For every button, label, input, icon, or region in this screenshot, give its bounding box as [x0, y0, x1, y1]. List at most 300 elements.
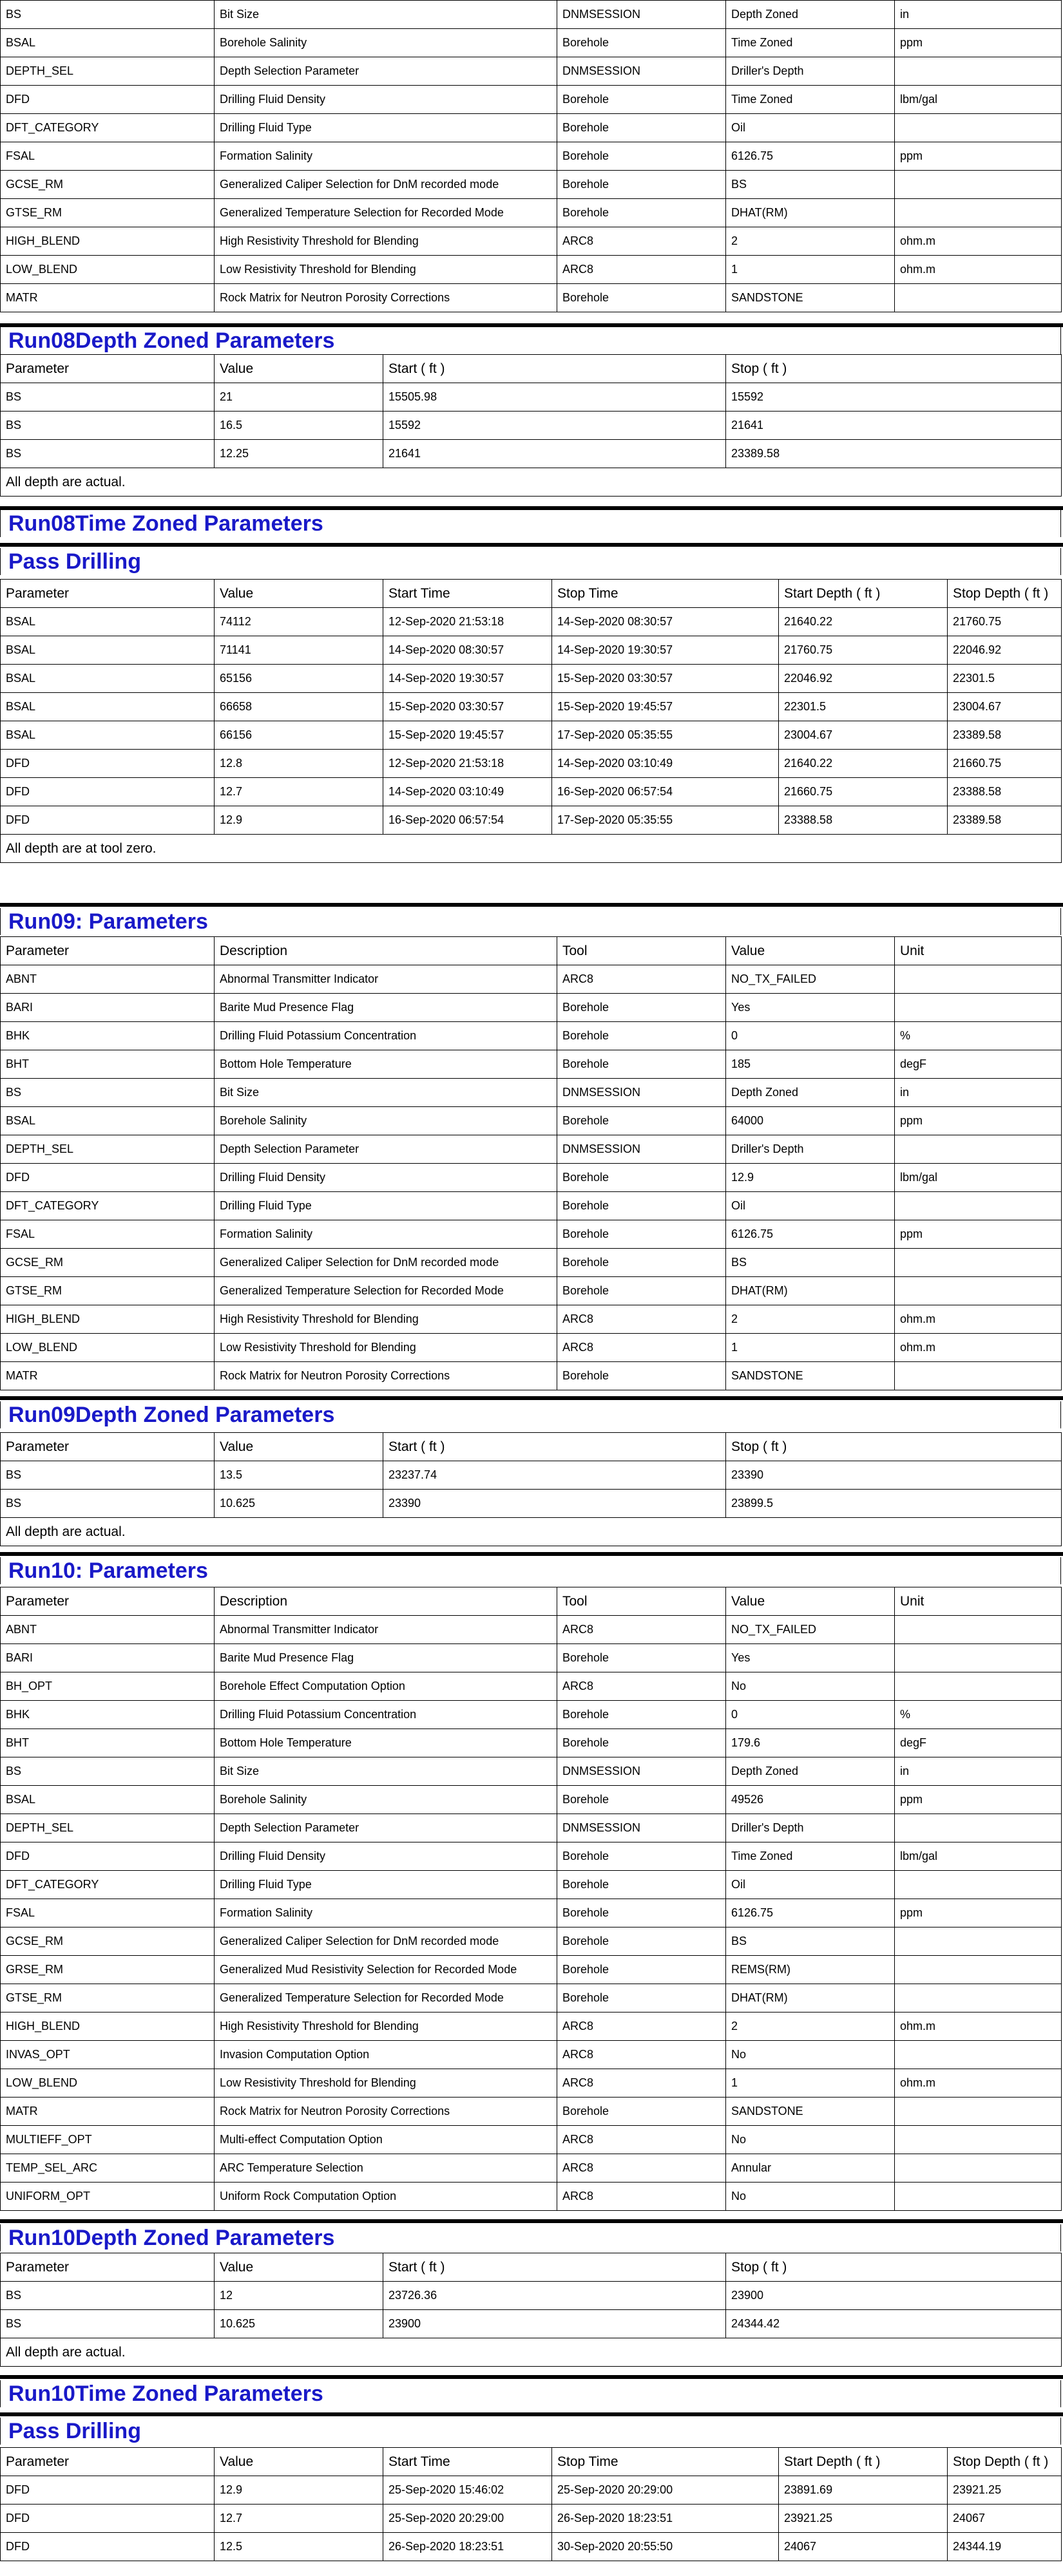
table-cell: 23899.5: [726, 1490, 1062, 1518]
column-header: Value: [215, 355, 383, 383]
table-row: [1, 1050, 1062, 1079]
table-cell: GTSE_RM: [1, 1277, 215, 1305]
table-cell: Generalized Temperature Selection for Recorded Mode: [215, 199, 557, 227]
table-row: [1, 1644, 1062, 1672]
table-cell: Drilling Fluid Type: [215, 1192, 557, 1220]
table-cell: Formation Salinity: [215, 1899, 557, 1927]
table-cell: 23900: [726, 2282, 1062, 2310]
run08-depth-zoned-table: [0, 354, 1062, 497]
table-cell: BSAL: [1, 29, 215, 57]
table-row: [1, 199, 1062, 227]
table-cell: Drilling Fluid Potassium Concentration: [215, 1701, 557, 1729]
table-cell: ARC8: [557, 2154, 726, 2183]
table-row: [1, 2069, 1062, 2098]
table-cell: 6126.75: [726, 1220, 895, 1249]
table-row: [1, 721, 1062, 750]
table-row: [1, 412, 1062, 440]
column-header: Start Time: [383, 580, 552, 608]
table-cell: 2: [726, 1305, 895, 1334]
column-header: Value: [215, 2253, 383, 2282]
table-cell: Borehole: [557, 1786, 726, 1814]
table-cell: BARI: [1, 1644, 215, 1672]
table-cell: Oil: [726, 1192, 895, 1220]
table-cell: Low Resistivity Threshold for Blending: [215, 1334, 557, 1362]
table-cell: Borehole: [557, 2098, 726, 2126]
table-cell: 14-Sep-2020 03:10:49: [383, 778, 552, 806]
column-header: Parameter: [1, 1587, 215, 1616]
table-cell: Low Resistivity Threshold for Blending: [215, 256, 557, 284]
table-cell: 23900: [383, 2310, 726, 2338]
column-header: Stop ( ft ): [726, 1433, 1062, 1461]
table-cell: 25-Sep-2020 20:29:00: [383, 2505, 552, 2533]
run10-parameters-title: Run10: Parameters: [0, 1557, 1061, 1584]
table-row: [1, 1956, 1062, 1984]
section-divider: [0, 903, 1063, 907]
table-row: [1, 1107, 1062, 1135]
table-cell: Depth Zoned: [726, 1757, 895, 1786]
table-cell: DHAT(RM): [726, 199, 895, 227]
table-cell: ARC8: [557, 2183, 726, 2211]
table-cell: Oil: [726, 114, 895, 142]
table-cell: DFD: [1, 2505, 215, 2533]
table-cell: [895, 284, 1062, 312]
table-cell: 16-Sep-2020 06:57:54: [383, 806, 552, 835]
table-cell: 15505.98: [383, 383, 726, 412]
column-header: Description: [215, 937, 557, 965]
run10-depth-zoned-table: [0, 2253, 1062, 2367]
table-cell: 15592: [383, 412, 726, 440]
table-cell: 12.25: [215, 440, 383, 468]
table-cell: ARC8: [557, 1672, 726, 1701]
column-header: Parameter: [1, 2448, 215, 2476]
table-cell: Borehole: [557, 1362, 726, 1390]
table-cell: Time Zoned: [726, 86, 895, 114]
table-cell: Borehole: [557, 1956, 726, 1984]
table-cell: Borehole: [557, 1107, 726, 1135]
table-cell: Borehole Salinity: [215, 1107, 557, 1135]
run10-parameters-table: [0, 1587, 1062, 2211]
table-cell: Borehole: [557, 1871, 726, 1899]
table-cell: REMS(RM): [726, 1956, 895, 1984]
table-cell: BSAL: [1, 1786, 215, 1814]
run09-depth-zoned-title: Run09Depth Zoned Parameters: [0, 1401, 1061, 1428]
table-cell: Multi-effect Computation Option: [215, 2126, 557, 2154]
table-cell: [895, 2154, 1062, 2183]
run10-time-zoned-table: [0, 2447, 1062, 2561]
table-cell: ohm.m: [895, 2069, 1062, 2098]
table-cell: GTSE_RM: [1, 199, 215, 227]
table-cell: 74112: [215, 608, 383, 636]
column-header: Stop Depth ( ft ): [948, 2448, 1062, 2476]
table-cell: 23389.58: [726, 440, 1062, 468]
table-cell: 23389.58: [948, 721, 1062, 750]
table-cell: ohm.m: [895, 1305, 1062, 1334]
table-cell: [895, 114, 1062, 142]
table-cell: 15-Sep-2020 19:45:57: [552, 693, 779, 721]
table-cell: Borehole: [557, 1644, 726, 1672]
column-header: Stop Depth ( ft ): [948, 580, 1062, 608]
table-row: [1, 1461, 1062, 1490]
table-cell: Borehole: [557, 284, 726, 312]
run10-pass-drilling-title: Pass Drilling: [0, 2418, 1061, 2445]
table-cell: BHK: [1, 1022, 215, 1050]
table-note-row: [1, 2338, 1062, 2367]
table-cell: BSAL: [1, 665, 215, 693]
table-cell: 22046.92: [948, 636, 1062, 665]
table-cell: ARC8: [557, 2126, 726, 2154]
table-note-row: [1, 1518, 1062, 1546]
table-cell: Borehole Effect Computation Option: [215, 1672, 557, 1701]
table-row: [1, 2154, 1062, 2183]
table-cell: NO_TX_FAILED: [726, 965, 895, 994]
table-cell: Barite Mud Presence Flag: [215, 994, 557, 1022]
table-cell: UNIFORM_OPT: [1, 2183, 215, 2211]
table-cell: 64000: [726, 1107, 895, 1135]
column-header: Parameter: [1, 937, 215, 965]
table-cell: No: [726, 2041, 895, 2069]
table-row: [1, 1729, 1062, 1757]
table-cell: Yes: [726, 1644, 895, 1672]
table-cell: Borehole Salinity: [215, 29, 557, 57]
table-cell: DNMSESSION: [557, 1757, 726, 1786]
table-cell: 22301.5: [779, 693, 948, 721]
table-row: [1, 1164, 1062, 1192]
table-row: [1, 1079, 1062, 1107]
table-cell: Invasion Computation Option: [215, 2041, 557, 2069]
table-cell: 24067: [779, 2533, 948, 2561]
table-row: [1, 2282, 1062, 2310]
table-row: [1, 1, 1062, 29]
table-cell: 12.9: [215, 2476, 383, 2505]
table-header-row: [1, 2253, 1062, 2282]
section-divider: [0, 1552, 1063, 1556]
table-row: [1, 440, 1062, 468]
table-header-row: [1, 937, 1062, 965]
table-cell: 23390: [726, 1461, 1062, 1490]
table-cell: DNMSESSION: [557, 57, 726, 86]
table-cell: MATR: [1, 2098, 215, 2126]
table-row: [1, 1842, 1062, 1871]
table-cell: DNMSESSION: [557, 1814, 726, 1842]
table-cell: ARC8: [557, 1616, 726, 1644]
table-cell: DHAT(RM): [726, 1277, 895, 1305]
table-row: [1, 1192, 1062, 1220]
table-cell: No: [726, 1672, 895, 1701]
table-row: [1, 994, 1062, 1022]
table-cell: 30-Sep-2020 20:55:50: [552, 2533, 779, 2561]
table-cell: 22046.92: [779, 665, 948, 693]
run09-depth-zoned-table: [0, 1432, 1062, 1546]
run09-parameters-title: Run09: Parameters: [0, 908, 1061, 935]
table-cell: DFT_CATEGORY: [1, 114, 215, 142]
table-cell: Borehole: [557, 1729, 726, 1757]
table-cell: [895, 171, 1062, 199]
column-header: Parameter: [1, 355, 215, 383]
table-row: [1, 1757, 1062, 1786]
table-cell: ARC8: [557, 2041, 726, 2069]
column-header: Value: [215, 580, 383, 608]
table-row: [1, 1871, 1062, 1899]
table-cell: 13.5: [215, 1461, 383, 1490]
table-cell: BSAL: [1, 693, 215, 721]
table-cell: HIGH_BLEND: [1, 227, 215, 256]
table-cell: DHAT(RM): [726, 1984, 895, 2012]
table-cell: [895, 1135, 1062, 1164]
table-row: [1, 2041, 1062, 2069]
table-note: All depth are actual.: [1, 468, 1062, 497]
table-cell: 23891.69: [779, 2476, 948, 2505]
table-cell: Oil: [726, 1871, 895, 1899]
table-cell: TEMP_SEL_ARC: [1, 2154, 215, 2183]
table-cell: DFD: [1, 2476, 215, 2505]
table-cell: Annular: [726, 2154, 895, 2183]
table-cell: 179.6: [726, 1729, 895, 1757]
table-cell: [895, 1616, 1062, 1644]
table-row: [1, 2476, 1062, 2505]
column-header: Parameter: [1, 1433, 215, 1461]
table-row: [1, 1672, 1062, 1701]
table-cell: 21: [215, 383, 383, 412]
table-row: [1, 693, 1062, 721]
table-row: [1, 750, 1062, 778]
table-cell: ARC8: [557, 965, 726, 994]
table-cell: DFD: [1, 778, 215, 806]
table-cell: degF: [895, 1729, 1062, 1757]
table-cell: 12.9: [726, 1164, 895, 1192]
table-cell: Borehole: [557, 1022, 726, 1050]
table-cell: [895, 1871, 1062, 1899]
column-header: Stop Time: [552, 580, 779, 608]
column-header: Tool: [557, 937, 726, 965]
run10-time-zoned-title: Run10Time Zoned Parameters: [0, 2380, 1061, 2407]
table-cell: DFD: [1, 806, 215, 835]
table-cell: BSAL: [1, 636, 215, 665]
table-cell: 10.625: [215, 1490, 383, 1518]
table-cell: [895, 1362, 1062, 1390]
table-cell: Borehole: [557, 1050, 726, 1079]
table-cell: MATR: [1, 284, 215, 312]
column-header: Value: [215, 2448, 383, 2476]
table-cell: 16-Sep-2020 06:57:54: [552, 778, 779, 806]
table-cell: ARC8: [557, 1305, 726, 1334]
section-divider: [0, 2412, 1063, 2416]
column-header: Start ( ft ): [383, 355, 726, 383]
table-cell: 23004.67: [779, 721, 948, 750]
table-cell: 25-Sep-2020 15:46:02: [383, 2476, 552, 2505]
column-header: Start ( ft ): [383, 1433, 726, 1461]
table-row: [1, 1362, 1062, 1390]
run08-pass-drilling-title: Pass Drilling: [0, 548, 1061, 575]
table-cell: 21660.75: [948, 750, 1062, 778]
table-cell: Bottom Hole Temperature: [215, 1050, 557, 1079]
table-cell: SANDSTONE: [726, 1362, 895, 1390]
run08-time-zoned-table: [0, 579, 1062, 863]
table-cell: 71141: [215, 636, 383, 665]
table-cell: ppm: [895, 1107, 1062, 1135]
table-cell: BS: [1, 1079, 215, 1107]
table-row: [1, 2533, 1062, 2561]
table-cell: 12.7: [215, 778, 383, 806]
table-cell: Yes: [726, 994, 895, 1022]
table-cell: Generalized Caliper Selection for DnM recorded mode: [215, 171, 557, 199]
table-row: [1, 29, 1062, 57]
table-cell: 23921.25: [779, 2505, 948, 2533]
table-cell: BS: [726, 1249, 895, 1277]
table-cell: 2: [726, 227, 895, 256]
table-cell: 1: [726, 2069, 895, 2098]
table-cell: lbm/gal: [895, 1164, 1062, 1192]
table-cell: FSAL: [1, 1899, 215, 1927]
table-cell: DFD: [1, 750, 215, 778]
table-cell: 10.625: [215, 2310, 383, 2338]
table-row: [1, 636, 1062, 665]
table-row: [1, 1616, 1062, 1644]
table-row: [1, 284, 1062, 312]
table-cell: 24067: [948, 2505, 1062, 2533]
table-cell: [895, 1984, 1062, 2012]
table-cell: 6126.75: [726, 142, 895, 171]
table-cell: lbm/gal: [895, 86, 1062, 114]
table-header-row: [1, 1587, 1062, 1616]
table-cell: 14-Sep-2020 19:30:57: [383, 665, 552, 693]
table-header-row: [1, 580, 1062, 608]
table-cell: ABNT: [1, 1616, 215, 1644]
table-cell: ARC8: [557, 2069, 726, 2098]
table-cell: 12: [215, 2282, 383, 2310]
table-cell: Borehole: [557, 1277, 726, 1305]
table-row: [1, 86, 1062, 114]
table-row: [1, 1022, 1062, 1050]
table-cell: 66156: [215, 721, 383, 750]
table-cell: Borehole: [557, 86, 726, 114]
table-cell: in: [895, 1, 1062, 29]
table-cell: Borehole: [557, 29, 726, 57]
table-cell: BS: [1, 1490, 215, 1518]
table-cell: [895, 2041, 1062, 2069]
column-header: Parameter: [1, 580, 215, 608]
table-cell: [895, 1956, 1062, 1984]
table-cell: Abnormal Transmitter Indicator: [215, 965, 557, 994]
table-row: [1, 2098, 1062, 2126]
table-cell: LOW_BLEND: [1, 256, 215, 284]
table-row: [1, 57, 1062, 86]
table-row: [1, 256, 1062, 284]
table-cell: 1: [726, 1334, 895, 1362]
table-cell: [895, 2098, 1062, 2126]
table-cell: Drilling Fluid Density: [215, 1164, 557, 1192]
table-cell: Borehole: [557, 171, 726, 199]
table-cell: ARC8: [557, 1334, 726, 1362]
table-cell: Bottom Hole Temperature: [215, 1729, 557, 1757]
table-note: All depth are actual.: [1, 1518, 1062, 1546]
table-cell: [895, 199, 1062, 227]
table-row: [1, 1984, 1062, 2012]
table-cell: Driller's Depth: [726, 1814, 895, 1842]
table-cell: ppm: [895, 1220, 1062, 1249]
table-cell: 0: [726, 1701, 895, 1729]
table-cell: Borehole: [557, 1927, 726, 1956]
table-cell: ppm: [895, 29, 1062, 57]
table-cell: Borehole: [557, 1899, 726, 1927]
column-header: Unit: [895, 937, 1062, 965]
table-cell: BS: [1, 2282, 215, 2310]
table-cell: 24344.42: [726, 2310, 1062, 2338]
table-cell: LOW_BLEND: [1, 1334, 215, 1362]
table-cell: 1: [726, 256, 895, 284]
table-row: [1, 1899, 1062, 1927]
table-cell: High Resistivity Threshold for Blending: [215, 1305, 557, 1334]
table-cell: Generalized Temperature Selection for Recorded Mode: [215, 1277, 557, 1305]
table-row: [1, 2183, 1062, 2211]
table-cell: Depth Zoned: [726, 1079, 895, 1107]
table-cell: Generalized Caliper Selection for DnM recorded mode: [215, 1927, 557, 1956]
table-cell: BS: [1, 1757, 215, 1786]
table-note-row: [1, 468, 1062, 497]
table-cell: ARC Temperature Selection: [215, 2154, 557, 2183]
table-cell: GCSE_RM: [1, 1927, 215, 1956]
table-cell: 21760.75: [779, 636, 948, 665]
table-row: [1, 1701, 1062, 1729]
table-row: [1, 1786, 1062, 1814]
table-cell: Drilling Fluid Type: [215, 114, 557, 142]
table-cell: 23389.58: [948, 806, 1062, 835]
table-cell: ppm: [895, 142, 1062, 171]
table-cell: [895, 1644, 1062, 1672]
table-cell: 15-Sep-2020 03:30:57: [383, 693, 552, 721]
table-cell: 65156: [215, 665, 383, 693]
table-cell: Time Zoned: [726, 1842, 895, 1871]
table-cell: 15592: [726, 383, 1062, 412]
table-cell: 21640.22: [779, 608, 948, 636]
column-header: Description: [215, 1587, 557, 1616]
table-cell: 14-Sep-2020 08:30:57: [552, 608, 779, 636]
table-row: [1, 778, 1062, 806]
table-cell: Rock Matrix for Neutron Porosity Corrections: [215, 2098, 557, 2126]
table-cell: [895, 1277, 1062, 1305]
table-cell: ppm: [895, 1899, 1062, 1927]
column-header: Parameter: [1, 2253, 215, 2282]
table-cell: BS: [1, 440, 215, 468]
table-header-row: [1, 355, 1062, 383]
table-cell: Uniform Rock Computation Option: [215, 2183, 557, 2211]
table-cell: [895, 1814, 1062, 1842]
table-cell: Borehole Salinity: [215, 1786, 557, 1814]
table-cell: 23388.58: [948, 778, 1062, 806]
table-row: [1, 1135, 1062, 1164]
table-cell: DEPTH_SEL: [1, 1135, 215, 1164]
column-header: Tool: [557, 1587, 726, 1616]
table-cell: 66658: [215, 693, 383, 721]
table-cell: MULTIEFF_OPT: [1, 2126, 215, 2154]
table-cell: 12-Sep-2020 21:53:18: [383, 750, 552, 778]
table-cell: BS: [726, 171, 895, 199]
table-row: [1, 227, 1062, 256]
table-cell: Borehole: [557, 1249, 726, 1277]
table-cell: 49526: [726, 1786, 895, 1814]
column-header: Start Time: [383, 2448, 552, 2476]
table-cell: DFD: [1, 86, 215, 114]
table-cell: Borehole: [557, 1164, 726, 1192]
table-cell: BARI: [1, 994, 215, 1022]
table-row: [1, 1277, 1062, 1305]
table-cell: [895, 2183, 1062, 2211]
table-cell: 185: [726, 1050, 895, 1079]
table-cell: degF: [895, 1050, 1062, 1079]
column-header: Value: [215, 1433, 383, 1461]
section-divider: [0, 543, 1063, 547]
table-cell: No: [726, 2183, 895, 2211]
table-row: [1, 2012, 1062, 2041]
